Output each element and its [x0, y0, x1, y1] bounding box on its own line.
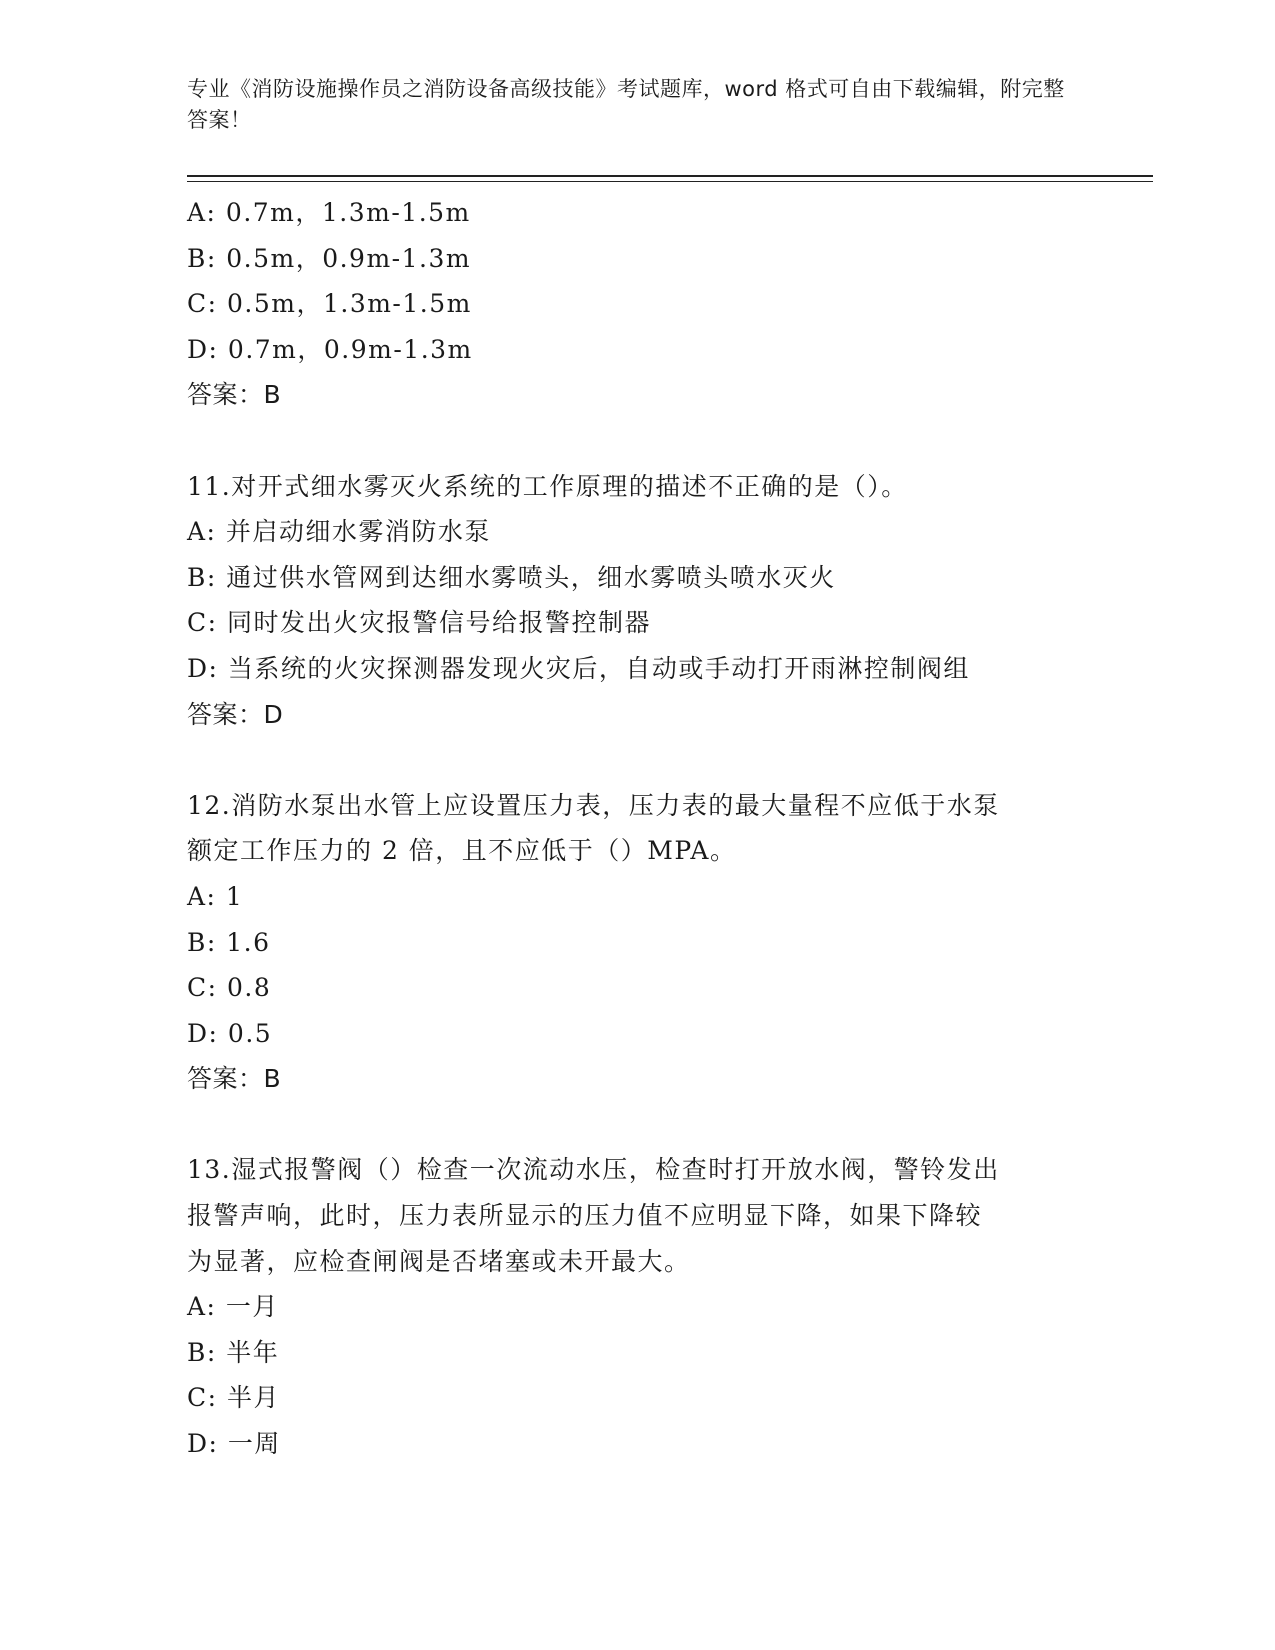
question-content: [187, 190, 1087, 1467]
spacer: [187, 418, 1087, 464]
q13-option-a: A: 一月: [187, 1292, 279, 1322]
q10-option-a: A: 0.7m，1.3m-1.5m: [187, 198, 471, 227]
header-rule-thick: [187, 175, 1153, 177]
q12-stem-line-1: 12.消防水泵出水管上应设置压力表，压力表的最大量程不应低于水泵: [187, 790, 1000, 820]
question-11: [187, 464, 1087, 738]
q12-stem-line-2: 额定工作压力的 2 倍，且不应低于（）MPA。: [187, 836, 737, 866]
spacer: [187, 1102, 1087, 1148]
document-header: 专业《消防设施操作员之消防设备高级技能》考试题库，word 格式可自由下载编辑，附完整答案！: [187, 77, 1065, 132]
q11-option-c: C: 同时发出火灾报警信号给报警控制器: [187, 608, 651, 638]
q11-stem: 11.对开式细水雾灭火系统的工作原理的描述不正确的是（）。: [187, 471, 908, 501]
q12-option-b: B: 1.6: [187, 927, 271, 957]
q13-option-c: C: 半月: [187, 1383, 280, 1413]
q10-option-b: B: 0.5m，0.9m-1.3m: [187, 243, 472, 273]
q12-option-d: D: 0.5: [187, 1018, 273, 1048]
q10-answer: 答案：B: [187, 380, 282, 410]
q10-option-d: D: 0.7m，0.9m-1.3m: [187, 334, 473, 364]
question-13: [187, 1147, 1087, 1466]
q12-option-a: A: 1: [187, 881, 244, 911]
q13-option-d: D: 一周: [187, 1429, 281, 1459]
q10-option-c: C: 0.5m，1.3m-1.5m: [187, 289, 472, 319]
q11-option-a: A: 并启动细水雾消防水泵: [187, 517, 491, 547]
q12-option-c: C: 0.8: [187, 973, 272, 1003]
q12-answer: 答案：B: [187, 1064, 282, 1094]
q13-option-b: B: 半年: [187, 1337, 280, 1367]
q13-stem-line-2: 报警声响，此时，压力表所显示的压力值不应明显下降，如果下降较: [187, 1201, 983, 1231]
q13-stem-line-3: 为显著，应检查闸阀是否堵塞或未开最大。: [187, 1246, 691, 1276]
header-rule-thin: [187, 181, 1153, 182]
q11-option-d: D: 当系统的火灾探测器发现火灾后，自动或手动打开雨淋控制阀组: [187, 653, 970, 683]
question-10: [187, 190, 1087, 418]
spacer: [187, 737, 1087, 783]
q13-stem-line-1: 13.湿式报警阀（）检查一次流动水压，检查时打开放水阀，警铃发出: [187, 1155, 1000, 1185]
q11-answer: 答案：D: [187, 699, 284, 729]
question-12: [187, 783, 1087, 1102]
q11-option-b: B: 通过供水管网到达细水雾喷头，细水雾喷头喷水灭火: [187, 562, 836, 592]
